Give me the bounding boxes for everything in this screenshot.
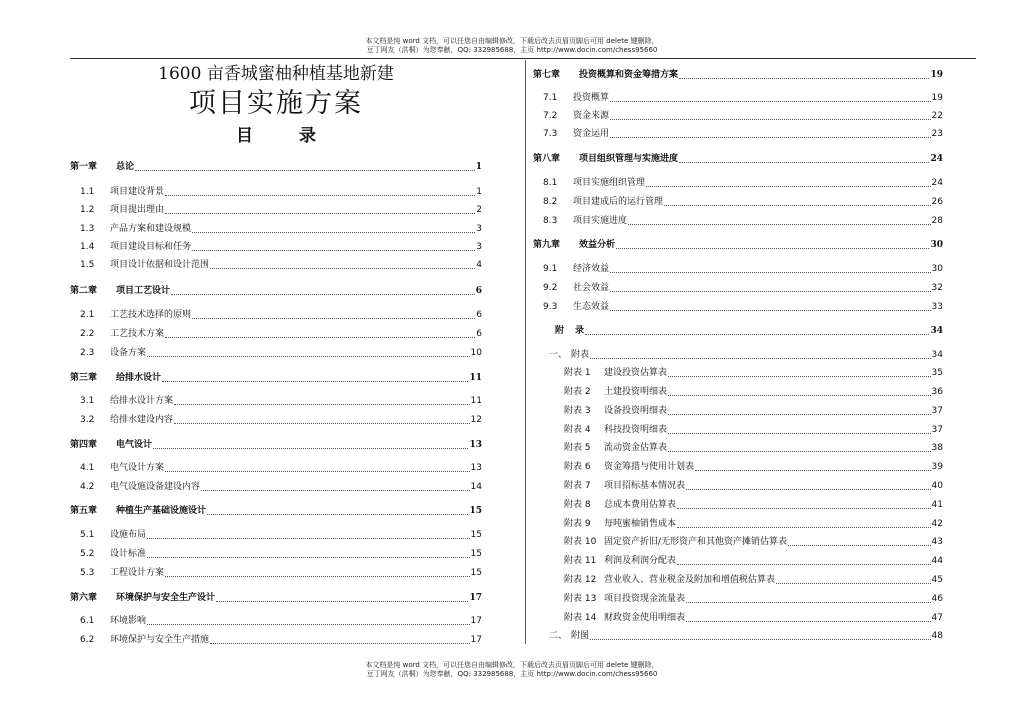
toc-entry-page: 19 bbox=[931, 93, 943, 103]
toc-entry-page: 15 bbox=[470, 568, 482, 578]
toc-entry-number: 5.2 bbox=[80, 549, 95, 559]
toc-entry-number: 附表 11 bbox=[564, 556, 597, 566]
toc-entry-number: 第五章 bbox=[70, 506, 98, 516]
toc-entry-label: 建设投资估算表 bbox=[604, 368, 668, 378]
toc-entry-page: 3 bbox=[476, 242, 482, 252]
toc-entry-label: 录 bbox=[575, 326, 585, 336]
toc-entry-label: 项目实施组织管理 bbox=[573, 178, 646, 188]
toc-entry-table[interactable] bbox=[564, 481, 943, 492]
toc-leader-dots bbox=[210, 643, 470, 644]
toc-entry-chapter[interactable] bbox=[533, 240, 943, 251]
toc-entry-number: 2.2 bbox=[80, 329, 95, 339]
toc-entry-section[interactable] bbox=[80, 396, 482, 407]
toc-entry-label: 项目建成后的运行管理 bbox=[573, 197, 664, 207]
toc-entry-number: 5.1 bbox=[80, 530, 95, 540]
toc-entry-page: 44 bbox=[931, 556, 943, 566]
toc-entry-label: 产品方案和建设规模 bbox=[110, 224, 192, 234]
toc-entry-page: 17 bbox=[469, 593, 482, 603]
toc-leader-dots bbox=[147, 538, 470, 539]
toc-entry-label: 资金运用 bbox=[573, 129, 610, 139]
toc-leader-dots bbox=[153, 448, 468, 449]
toc-entry-page: 22 bbox=[931, 111, 943, 121]
toc-entry-chapter[interactable] bbox=[70, 440, 482, 451]
toc-entry-page: 32 bbox=[931, 283, 943, 293]
toc-entry-section[interactable] bbox=[543, 197, 943, 208]
toc-entry-section[interactable] bbox=[80, 549, 482, 560]
footer-notice-line2: 豆丁网友（洪桐）为您奉献，QQ: 332985688，主页 http://www.docin.com/chess95660 bbox=[366, 670, 658, 678]
toc-entry-page: 38 bbox=[931, 443, 943, 453]
toc-entry-page: 46 bbox=[931, 594, 943, 604]
toc-entry-label: 项目工艺设计 bbox=[116, 286, 171, 296]
document-title-line1: 1600 亩香城蜜柚种植基地新建 bbox=[158, 64, 394, 84]
toc-entry-section[interactable] bbox=[80, 348, 482, 359]
toc-entry-number: 附表 5 bbox=[564, 443, 591, 453]
toc-entry-section[interactable] bbox=[80, 482, 482, 493]
toc-leader-dots bbox=[147, 624, 470, 625]
toc-leader-dots bbox=[610, 291, 931, 292]
toc-entry-label: 生态效益 bbox=[573, 302, 610, 312]
toc-entry-page: 6 bbox=[476, 329, 482, 339]
toc-entry-table[interactable] bbox=[564, 613, 943, 624]
toc-entry-sub[interactable] bbox=[549, 631, 943, 642]
toc-entry-number: 第九章 bbox=[533, 240, 561, 250]
toc-leader-dots bbox=[585, 334, 929, 335]
toc-entry-number: 附表 7 bbox=[564, 481, 591, 491]
toc-entry-section[interactable] bbox=[543, 216, 943, 227]
toc-entry-page: 37 bbox=[931, 406, 943, 416]
toc-leader-dots bbox=[610, 272, 931, 273]
toc-entry-page: 10 bbox=[470, 348, 482, 358]
toc-entry-page: 30 bbox=[931, 264, 943, 274]
toc-leader-dots bbox=[679, 162, 929, 163]
toc-entry-number: 1.5 bbox=[80, 260, 95, 270]
toc-leader-dots bbox=[695, 470, 931, 471]
toc-leader-dots bbox=[192, 318, 475, 319]
toc-entry-number: 附表 4 bbox=[564, 425, 591, 435]
toc-leader-dots bbox=[165, 213, 475, 214]
toc-entry-number: 2.1 bbox=[80, 310, 95, 320]
toc-entry-chapter[interactable] bbox=[70, 286, 482, 297]
toc-entry-appendix[interactable] bbox=[555, 326, 943, 337]
toc-entry-number: 5.3 bbox=[80, 568, 95, 578]
toc-entry-page: 37 bbox=[931, 425, 943, 435]
toc-leader-dots bbox=[174, 423, 470, 424]
toc-entry-label: 效益分析 bbox=[579, 240, 616, 250]
toc-entry-page: 15 bbox=[470, 530, 482, 540]
toc-entry-section[interactable] bbox=[80, 415, 482, 426]
toc-entry-section[interactable] bbox=[543, 93, 943, 104]
footer-notice-line1: 本文档是纯 word 文档，可以任您自由编辑修改，下载后改去页眉页脚后可用 delete 键删除， bbox=[365, 661, 659, 669]
toc-entry-section[interactable] bbox=[543, 178, 943, 189]
toc-entry-page: 36 bbox=[931, 387, 943, 397]
toc-entry-number: 3.2 bbox=[80, 415, 95, 425]
toc-entry-label: 给排水设计方案 bbox=[110, 396, 174, 406]
toc-leader-dots bbox=[192, 250, 475, 251]
toc-entry-label: 设施布局 bbox=[110, 530, 147, 540]
toc-entry-page: 12 bbox=[470, 415, 482, 425]
toc-leader-dots bbox=[668, 433, 931, 434]
toc-entry-label: 社会效益 bbox=[573, 283, 610, 293]
toc-entry-number: 附表 9 bbox=[564, 519, 591, 529]
toc-entry-label: 项目投资现金流量表 bbox=[604, 594, 686, 604]
toc-entry-label: 环境影响 bbox=[110, 616, 147, 626]
toc-entry-table[interactable] bbox=[564, 443, 943, 454]
toc-entry-label: 流动资金估算表 bbox=[604, 443, 668, 453]
toc-entry-section[interactable] bbox=[80, 635, 482, 646]
toc-entry-label: 电气设计方案 bbox=[110, 463, 165, 473]
toc-entry-label: 项目提出理由 bbox=[110, 205, 165, 215]
toc-entry-page: 15 bbox=[470, 549, 482, 559]
toc-entry-page: 34 bbox=[930, 326, 943, 336]
toc-entry-page: 17 bbox=[470, 635, 482, 645]
toc-entry-label: 投资概算 bbox=[573, 93, 610, 103]
footer-notice bbox=[0, 661, 1024, 679]
toc-entry-page: 30 bbox=[930, 240, 943, 250]
toc-entry-label: 设备投资明细表 bbox=[604, 406, 668, 416]
toc-entry-label: 工艺技术方案 bbox=[110, 329, 165, 339]
toc-entry-number: 二、 bbox=[549, 631, 568, 641]
toc-leader-dots bbox=[174, 404, 470, 405]
toc-entry-page: 11 bbox=[470, 396, 482, 406]
toc-entry-label: 总论 bbox=[116, 162, 135, 172]
toc-leader-dots bbox=[192, 232, 475, 233]
toc-entry-number: 附表 6 bbox=[564, 462, 591, 472]
toc-entry-number: 第四章 bbox=[70, 440, 98, 450]
toc-entry-table[interactable] bbox=[564, 519, 943, 530]
toc-leader-dots bbox=[201, 490, 470, 491]
toc-entry-number: 第六章 bbox=[70, 593, 98, 603]
header-notice-line1: 本文档是纯 word 文档，可以任您自由编辑修改，下载后改去页眉页脚后可用 delete 键删除， bbox=[365, 37, 659, 45]
toc-entry-page: 13 bbox=[470, 463, 482, 473]
toc-entry-label: 项目建设目标和任务 bbox=[110, 242, 192, 252]
toc-leader-dots bbox=[776, 583, 931, 584]
toc-entry-label: 项目招标基本情况表 bbox=[604, 481, 686, 491]
toc-entry-page: 40 bbox=[931, 481, 943, 491]
toc-entry-section[interactable] bbox=[543, 111, 943, 122]
toc-leader-dots bbox=[207, 514, 468, 515]
toc-entry-section[interactable] bbox=[80, 187, 482, 198]
toc-entry-table[interactable] bbox=[564, 556, 943, 567]
toc-entry-number: 8.1 bbox=[543, 178, 558, 188]
toc-entry-page: 26 bbox=[931, 197, 943, 207]
toc-entry-number: 7.3 bbox=[543, 129, 558, 139]
toc-entry-page: 47 bbox=[931, 613, 943, 623]
toc-entry-table[interactable] bbox=[564, 500, 943, 511]
toc-entry-label: 项目实施进度 bbox=[573, 216, 628, 226]
toc-entry-page: 48 bbox=[931, 631, 943, 641]
toc-leader-dots bbox=[147, 557, 470, 558]
toc-leader-dots bbox=[668, 451, 931, 452]
toc-entry-page: 2 bbox=[476, 205, 482, 215]
toc-entry-section[interactable] bbox=[80, 530, 482, 541]
toc-leader-dots bbox=[165, 195, 475, 196]
toc-entry-page: 17 bbox=[470, 616, 482, 626]
toc-leader-dots bbox=[686, 621, 931, 622]
toc-entry-number: 附 bbox=[555, 326, 565, 336]
toc-entry-label: 投资概算和资金筹措方案 bbox=[579, 70, 679, 80]
toc-entry-label: 工程设计方案 bbox=[110, 568, 165, 578]
toc-leader-dots bbox=[135, 170, 475, 171]
toc-leader-dots bbox=[162, 381, 468, 382]
toc-leader-dots bbox=[686, 489, 931, 490]
toc-entry-number: 附表 14 bbox=[564, 613, 597, 623]
toc-entry-label: 每吨蜜柚销售成本 bbox=[604, 519, 677, 529]
toc-entry-table[interactable] bbox=[564, 368, 943, 379]
column-divider bbox=[525, 60, 526, 644]
toc-entry-label: 电气设计 bbox=[116, 440, 153, 450]
toc-entry-number: 8.2 bbox=[543, 197, 558, 207]
toc-entry-label: 项目建设背景 bbox=[110, 187, 165, 197]
toc-entry-section[interactable] bbox=[80, 224, 482, 235]
toc-entry-number: 2.3 bbox=[80, 348, 95, 358]
toc-entry-label: 设计标准 bbox=[110, 549, 147, 559]
toc-entry-label: 财政资金使用明细表 bbox=[604, 613, 686, 623]
toc-leader-dots bbox=[590, 639, 931, 640]
toc-entry-number: 4.1 bbox=[80, 463, 95, 473]
header-notice bbox=[0, 37, 1024, 55]
toc-entry-number: 6.2 bbox=[80, 635, 95, 645]
toc-entry-page: 1 bbox=[475, 162, 482, 172]
toc-entry-number: 附表 8 bbox=[564, 500, 591, 510]
toc-entry-number: 8.3 bbox=[543, 216, 558, 226]
toc-entry-section[interactable] bbox=[80, 260, 482, 271]
toc-entry-number: 一、 bbox=[549, 350, 568, 360]
toc-entry-label: 附图 bbox=[571, 631, 590, 641]
toc-leader-dots bbox=[788, 545, 931, 546]
toc-entry-number: 1.4 bbox=[80, 242, 95, 252]
toc-leader-dots bbox=[628, 224, 931, 225]
toc-entry-number: 3.1 bbox=[80, 396, 95, 406]
toc-entry-number: 第七章 bbox=[533, 70, 561, 80]
toc-entry-page: 1 bbox=[476, 187, 482, 197]
toc-entry-table[interactable] bbox=[564, 575, 943, 586]
toc-entry-page: 4 bbox=[476, 260, 482, 270]
toc-leader-dots bbox=[677, 508, 931, 509]
toc-entry-section[interactable] bbox=[80, 329, 482, 340]
toc-entry-label: 土建投资明细表 bbox=[604, 387, 668, 397]
toc-entry-number: 附表 2 bbox=[564, 387, 591, 397]
toc-entry-sub[interactable] bbox=[549, 350, 943, 361]
toc-entry-label: 环境保护与安全生产措施 bbox=[110, 635, 210, 645]
toc-heading: 目 录 bbox=[236, 126, 336, 146]
toc-entry-number: 附表 1 bbox=[564, 368, 591, 378]
toc-entry-page: 34 bbox=[931, 350, 943, 360]
toc-entry-section[interactable] bbox=[80, 463, 482, 474]
toc-entry-number: 7.2 bbox=[543, 111, 558, 121]
toc-entry-chapter[interactable] bbox=[70, 373, 482, 384]
header-notice-line2: 豆丁网友（洪桐）为您奉献，QQ: 332985688，主页 http://www.docin.com/chess95660 bbox=[366, 46, 658, 54]
toc-entry-number: 第二章 bbox=[70, 286, 98, 296]
toc-leader-dots bbox=[210, 268, 475, 269]
toc-entry-number: 第一章 bbox=[70, 162, 98, 172]
toc-entry-page: 33 bbox=[931, 302, 943, 312]
toc-leader-dots bbox=[147, 356, 470, 357]
toc-entry-number: 1.2 bbox=[80, 205, 95, 215]
toc-entry-label: 科技投资明细表 bbox=[604, 425, 668, 435]
toc-leader-dots bbox=[610, 101, 931, 102]
toc-entry-page: 3 bbox=[476, 224, 482, 234]
toc-entry-page: 23 bbox=[931, 129, 943, 139]
toc-entry-label: 给排水建设内容 bbox=[110, 415, 174, 425]
toc-entry-number: 6.1 bbox=[80, 616, 95, 626]
toc-entry-number: 附表 3 bbox=[564, 406, 591, 416]
toc-entry-number: 4.2 bbox=[80, 482, 95, 492]
toc-entry-number: 9.3 bbox=[543, 302, 558, 312]
toc-entry-chapter[interactable] bbox=[533, 154, 943, 165]
toc-leader-dots bbox=[165, 337, 475, 338]
toc-entry-section[interactable] bbox=[543, 129, 943, 140]
toc-entry-label: 种植生产基础设施设计 bbox=[116, 506, 207, 516]
toc-entry-page: 35 bbox=[931, 368, 943, 378]
toc-entry-section[interactable] bbox=[80, 242, 482, 253]
toc-entry-page: 24 bbox=[930, 154, 943, 164]
toc-entry-number: 1.3 bbox=[80, 224, 95, 234]
toc-leader-dots bbox=[610, 137, 931, 138]
toc-entry-page: 39 bbox=[931, 462, 943, 472]
toc-entry-page: 6 bbox=[475, 286, 482, 296]
toc-entry-page: 28 bbox=[931, 216, 943, 226]
toc-entry-number: 1.1 bbox=[80, 187, 95, 197]
toc-entry-table[interactable] bbox=[564, 387, 943, 398]
toc-leader-dots bbox=[686, 602, 931, 603]
toc-leader-dots bbox=[664, 205, 931, 206]
toc-entry-page: 19 bbox=[930, 70, 943, 80]
toc-entry-chapter[interactable] bbox=[533, 70, 943, 81]
toc-leader-dots bbox=[616, 248, 929, 249]
toc-entry-section[interactable] bbox=[80, 310, 482, 321]
toc-entry-label: 资金来源 bbox=[573, 111, 610, 121]
toc-leader-dots bbox=[165, 471, 470, 472]
toc-entry-table[interactable] bbox=[564, 537, 943, 548]
toc-entry-number: 7.1 bbox=[543, 93, 558, 103]
toc-entry-label: 项目设计依据和设计范围 bbox=[110, 260, 210, 270]
toc-entry-page: 13 bbox=[469, 440, 482, 450]
toc-entry-chapter[interactable] bbox=[70, 593, 482, 604]
toc-entry-page: 41 bbox=[931, 500, 943, 510]
toc-leader-dots bbox=[590, 358, 931, 359]
toc-entry-label: 利润及利润分配表 bbox=[604, 556, 677, 566]
toc-entry-page: 11 bbox=[469, 373, 482, 383]
toc-leader-dots bbox=[216, 601, 468, 602]
toc-entry-label: 工艺技术选择的原则 bbox=[110, 310, 192, 320]
toc-leader-dots bbox=[646, 186, 931, 187]
toc-leader-dots bbox=[668, 376, 931, 377]
toc-entry-label: 附表 bbox=[571, 350, 590, 360]
toc-leader-dots bbox=[679, 78, 929, 79]
toc-leader-dots bbox=[165, 576, 470, 577]
toc-entry-page: 6 bbox=[476, 310, 482, 320]
toc-entry-label: 营业收入、营业税金及附加和增值税估算表 bbox=[604, 575, 776, 585]
toc-entry-number: 9.2 bbox=[543, 283, 558, 293]
toc-entry-section[interactable] bbox=[543, 302, 943, 313]
toc-leader-dots bbox=[677, 527, 931, 528]
toc-entry-table[interactable] bbox=[564, 406, 943, 417]
toc-entry-number: 第八章 bbox=[533, 154, 561, 164]
toc-entry-chapter[interactable] bbox=[70, 162, 482, 173]
toc-entry-section[interactable] bbox=[80, 205, 482, 216]
toc-entry-number: 附表 12 bbox=[564, 575, 597, 585]
toc-leader-dots bbox=[677, 564, 931, 565]
toc-entry-page: 42 bbox=[931, 519, 943, 529]
toc-entry-number: 附表 10 bbox=[564, 537, 597, 547]
toc-entry-section[interactable] bbox=[543, 264, 943, 275]
toc-entry-label: 总成本费用估算表 bbox=[604, 500, 677, 510]
toc-entry-table[interactable] bbox=[564, 594, 943, 605]
toc-entry-label: 环境保护与安全生产设计 bbox=[116, 593, 216, 603]
toc-entry-page: 24 bbox=[931, 178, 943, 188]
toc-entry-page: 45 bbox=[931, 575, 943, 585]
toc-entry-number: 9.1 bbox=[543, 264, 558, 274]
toc-entry-label: 经济效益 bbox=[573, 264, 610, 274]
toc-leader-dots bbox=[668, 395, 931, 396]
toc-entry-label: 项目组织管理与实施进度 bbox=[579, 154, 679, 164]
toc-entry-page: 15 bbox=[469, 506, 482, 516]
toc-entry-section[interactable] bbox=[543, 283, 943, 294]
toc-entry-number: 第三章 bbox=[70, 373, 98, 383]
toc-leader-dots bbox=[668, 414, 931, 415]
header-rule bbox=[70, 58, 976, 59]
toc-entry-label: 固定资产折旧/无形资产和其他资产摊销估算表 bbox=[604, 537, 788, 547]
toc-entry-section[interactable] bbox=[80, 616, 482, 627]
toc-entry-table[interactable] bbox=[564, 462, 943, 473]
toc-leader-dots bbox=[171, 294, 475, 295]
toc-entry-table[interactable] bbox=[564, 425, 943, 436]
toc-entry-chapter[interactable] bbox=[70, 506, 482, 517]
toc-entry-label: 电气设施设备建设内容 bbox=[110, 482, 201, 492]
toc-entry-label: 资金筹措与使用计划表 bbox=[604, 462, 695, 472]
toc-entry-label: 设备方案 bbox=[110, 348, 147, 358]
toc-entry-page: 14 bbox=[470, 482, 482, 492]
toc-leader-dots bbox=[610, 119, 931, 120]
document-title-line2: 项目实施方案 bbox=[189, 88, 363, 119]
toc-entry-section[interactable] bbox=[80, 568, 482, 579]
toc-leader-dots bbox=[610, 310, 931, 311]
toc-entry-page: 43 bbox=[931, 537, 943, 547]
toc-entry-number: 附表 13 bbox=[564, 594, 597, 604]
toc-entry-label: 给排水设计 bbox=[116, 373, 162, 383]
